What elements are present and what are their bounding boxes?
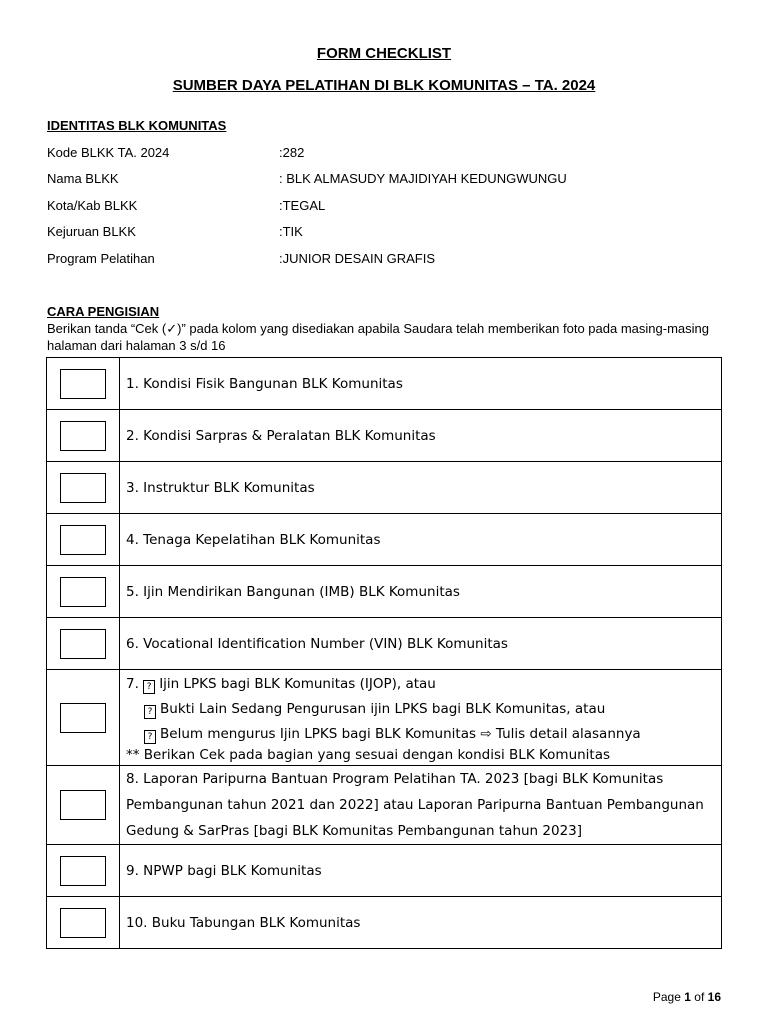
option-label: Belum mengurus Ijin LPKS bagi BLK Komunitas ⇨ Tulis detail alasannya bbox=[160, 726, 641, 742]
checkbox[interactable] bbox=[60, 856, 106, 886]
option-checkbox-icon[interactable]: ? bbox=[144, 705, 156, 719]
checkbox[interactable] bbox=[60, 577, 106, 607]
form-title: FORM CHECKLIST bbox=[316, 45, 452, 62]
identity-row-kejuruan bbox=[47, 224, 727, 242]
identity-label: Kota/Kab BLKK bbox=[47, 198, 138, 213]
checklist-row bbox=[47, 897, 722, 949]
page-total: 16 bbox=[707, 990, 721, 1004]
checkbox[interactable] bbox=[60, 703, 106, 733]
form-subtitle-wrap bbox=[0, 77, 768, 94]
page-current: 1 bbox=[684, 990, 691, 1004]
identity-row-program bbox=[47, 251, 727, 269]
identity-value: :TIK bbox=[279, 224, 303, 239]
checklist-row bbox=[47, 566, 722, 618]
checklist-row bbox=[47, 845, 722, 897]
checklist-item-label: 2. Kondisi Sarpras & Peralatan BLK Komunitas bbox=[120, 410, 722, 462]
page-number bbox=[653, 990, 721, 1004]
checkbox[interactable] bbox=[60, 908, 106, 938]
checklist-row-laporan bbox=[47, 766, 722, 845]
checklist-row bbox=[47, 462, 722, 514]
page-of: of bbox=[694, 990, 705, 1004]
checklist-row bbox=[47, 514, 722, 566]
page-prefix: Page bbox=[652, 990, 681, 1004]
checklist-row bbox=[47, 618, 722, 670]
checkbox[interactable] bbox=[60, 421, 106, 451]
checkbox[interactable] bbox=[60, 369, 106, 399]
item-text-line: Gedung & SarPras [bagi BLK Komunitas Pembangunan tahun 2023] bbox=[126, 823, 583, 839]
checkbox[interactable] bbox=[60, 525, 106, 555]
checklist-item-label: 10. Buku Tabungan BLK Komunitas bbox=[120, 897, 722, 949]
identity-row-kode bbox=[47, 145, 727, 163]
instructions-heading: CARA PENGISIAN bbox=[47, 304, 160, 319]
checklist-item-label: 3. Instruktur BLK Komunitas bbox=[120, 462, 722, 514]
option-line bbox=[126, 672, 721, 697]
checkbox[interactable] bbox=[60, 473, 106, 503]
option-label: Bukti Lain Sedang Pengurusan ijin LPKS bagi BLK Komunitas, atau bbox=[160, 701, 606, 717]
checklist-item-label: 6. Vocational Identification Number (VIN) BLK Komunitas bbox=[120, 618, 722, 670]
identity-label: Nama BLKK bbox=[47, 171, 119, 186]
item-text-line: Pembangunan tahun 2021 dan 2022] atau Laporan Paripurna Bantuan Pembangunan bbox=[126, 797, 704, 813]
checklist-row-ijin-lpks bbox=[47, 670, 722, 766]
checklist-item-label: 4. Tenaga Kepelatihan BLK Komunitas bbox=[120, 514, 722, 566]
identity-value: : BLK ALMASUDY MAJIDIYAH KEDUNGWUNGU bbox=[279, 171, 567, 186]
identity-row-kota bbox=[47, 198, 727, 216]
option-line bbox=[126, 697, 721, 722]
identity-heading: IDENTITAS BLK KOMUNITAS bbox=[47, 118, 227, 133]
item-text-line: 8. Laporan Paripurna Bantuan Program Pelatihan TA. 2023 [bagi BLK Komunitas bbox=[126, 771, 664, 787]
checklist-table bbox=[46, 357, 722, 949]
checkbox[interactable] bbox=[60, 629, 106, 659]
identity-value: :TEGAL bbox=[279, 198, 326, 213]
identity-value: :JUNIOR DESAIN GRAFIS bbox=[279, 251, 436, 266]
identity-label: Program Pelatihan bbox=[47, 251, 155, 266]
checklist-item-label: 5. Ijin Mendirikan Bangunan (IMB) BLK Komunitas bbox=[120, 566, 722, 618]
option-label: Ijin LPKS bagi BLK Komunitas (IJOP), atau bbox=[159, 676, 436, 692]
checklist-row bbox=[47, 358, 722, 410]
checklist-item-label: 1. Kondisi Fisik Bangunan BLK Komunitas bbox=[120, 358, 722, 410]
identity-value: :282 bbox=[279, 145, 305, 160]
item-number: 7. bbox=[126, 676, 139, 692]
checkbox[interactable] bbox=[60, 790, 106, 820]
checklist-item-label: 9. NPWP bagi BLK Komunitas bbox=[120, 845, 722, 897]
instructions-text: Berikan tanda “Cek (✓)” pada kolom yang disediakan apabila Saudara telah memberikan foto pada masing-masing halaman dari halaman 3 s/d 16 bbox=[47, 321, 709, 353]
identity-label: Kode BLKK TA. 2024 bbox=[47, 145, 170, 160]
item-note: ** Berikan Cek pada bagian yang sesuai dengan kondisi BLK Komunitas bbox=[126, 747, 611, 763]
identity-label: Kejuruan BLKK bbox=[47, 224, 136, 239]
form-subtitle: SUMBER DAYA PELATIHAN DI BLK KOMUNITAS – TA. 2024 bbox=[172, 77, 596, 94]
identity-row-nama bbox=[47, 171, 727, 189]
checklist-row bbox=[47, 410, 722, 462]
option-checkbox-icon[interactable]: ? bbox=[143, 680, 155, 694]
option-checkbox-icon[interactable]: ? bbox=[144, 730, 156, 744]
option-line bbox=[126, 722, 721, 747]
